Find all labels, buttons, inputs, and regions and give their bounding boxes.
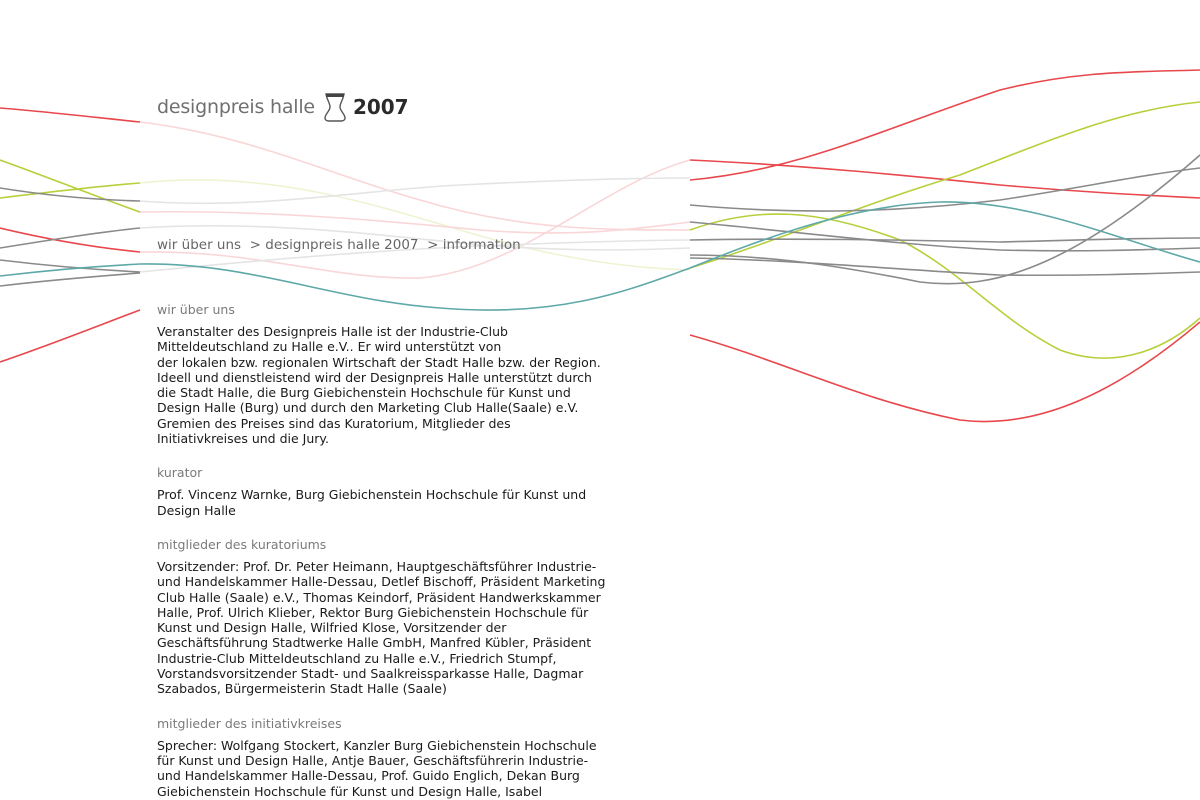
wave-line <box>140 212 690 233</box>
wave-line <box>0 160 140 212</box>
wave-line <box>0 260 140 272</box>
wave-line <box>690 70 1200 180</box>
wave-line <box>140 122 690 230</box>
wave-line <box>690 155 1200 284</box>
section-title-kuratorium: mitglieder des kuratoriums <box>157 536 327 552</box>
wave-line <box>140 180 690 270</box>
section-body-kuratorium: Vorsitzender: Prof. Dr. Peter Heimann, Hauptgeschäftsführer Industrie- und Handelskammer Halle-Dessau, Detlef Bischoff, Präsident Marketing Club Halle (Saale) e.V., Thomas Keindorf, Präsident Handwerkskammer Halle, Prof. Ulrich Klieber, Rektor Burg Giebichenstein Hochschule für Kunst und Design Halle, Wilfried Klose, Vorsitzender der Geschäftsführung Stadtwerke Halle GmbH, Manfred Kübler, Präsident Industrie-Club Mitteldeutschland zu Halle e.V., Friedrich Stumpf, Vorstandsvorsitzender Stadt- und Saalkreissparkasse Halle, Dagmar Szabados, Bürgermeisterin Stadt Halle (Saale) <box>157 558 606 697</box>
main-content <box>157 302 617 800</box>
wave-line <box>0 108 140 122</box>
breadcrumb-separator: > <box>422 237 443 253</box>
wave-line <box>690 222 1200 251</box>
breadcrumb-item-designpreis-halle-2007[interactable]: designpreis halle 2007 <box>265 237 419 253</box>
breadcrumb-item-wir-ueber-uns[interactable]: wir über uns <box>157 237 246 253</box>
wave-line <box>690 258 1200 275</box>
wave-group-left <box>0 108 140 362</box>
wave-line <box>690 102 1200 268</box>
section-title-wir-ueber-uns: wir über uns <box>157 302 235 317</box>
wave-line <box>140 178 690 203</box>
logo-year: 2007 <box>352 95 409 119</box>
wave-line <box>0 273 140 286</box>
section-title-initiativkreis: mitglieder des initiativkreises <box>157 715 342 731</box>
breadcrumb-item-information[interactable]: information <box>442 237 521 253</box>
wave-line <box>690 168 1200 211</box>
section-body-initiativkreis: Sprecher: Wolfgang Stockert, Kanzler Burg Giebichenstein Hochschule für Kunst und Design Halle, Antje Bauer, Geschäftsführerin Industrie- und Handelskammer Halle-Dessau, Prof. Guido Englich, Dekan Burg Giebichenstein Hochschule für Kunst und Design Halle, Isabel <box>157 737 597 799</box>
wave-group-right <box>690 70 1200 422</box>
breadcrumb <box>157 237 521 253</box>
section-body-kurator: Prof. Vincenz Warnke, Burg Giebichenstein Hochschule für Kunst und Design Halle <box>157 487 587 518</box>
wave-group-middle <box>140 122 690 278</box>
wave-line <box>690 214 1200 358</box>
wave-line <box>0 310 140 362</box>
cup-logo-icon <box>323 92 347 122</box>
wave-line <box>140 160 690 278</box>
logo-text: designpreis halle <box>157 96 315 118</box>
wave-line <box>0 228 140 248</box>
wave-line <box>690 322 1200 422</box>
site-logo[interactable] <box>157 92 409 122</box>
breadcrumb-separator: > <box>245 237 266 253</box>
section-body-wir-ueber-uns: Veranstalter des Designpreis Halle ist der Industrie-Club Mitteldeutschland zu Halle e.V.. Er wird unterstützt von der lokalen bzw. regionalen Wirtschaft der Stadt Halle bzw. der Region. Ideell und dienstleistend wird der Designpreis Halle unterstützt durch die Stadt Halle, die Burg Giebichenstein Hochschule für Kunst und Design Halle (Burg) und durch den Marketing Club Halle(Saale) e.V. Gremien des Preises sind das Kuratorium, Mitglieder des Initiativkreises und die Jury. <box>157 324 601 447</box>
section-title-kurator: kurator <box>157 465 203 481</box>
wave-line <box>0 228 140 252</box>
